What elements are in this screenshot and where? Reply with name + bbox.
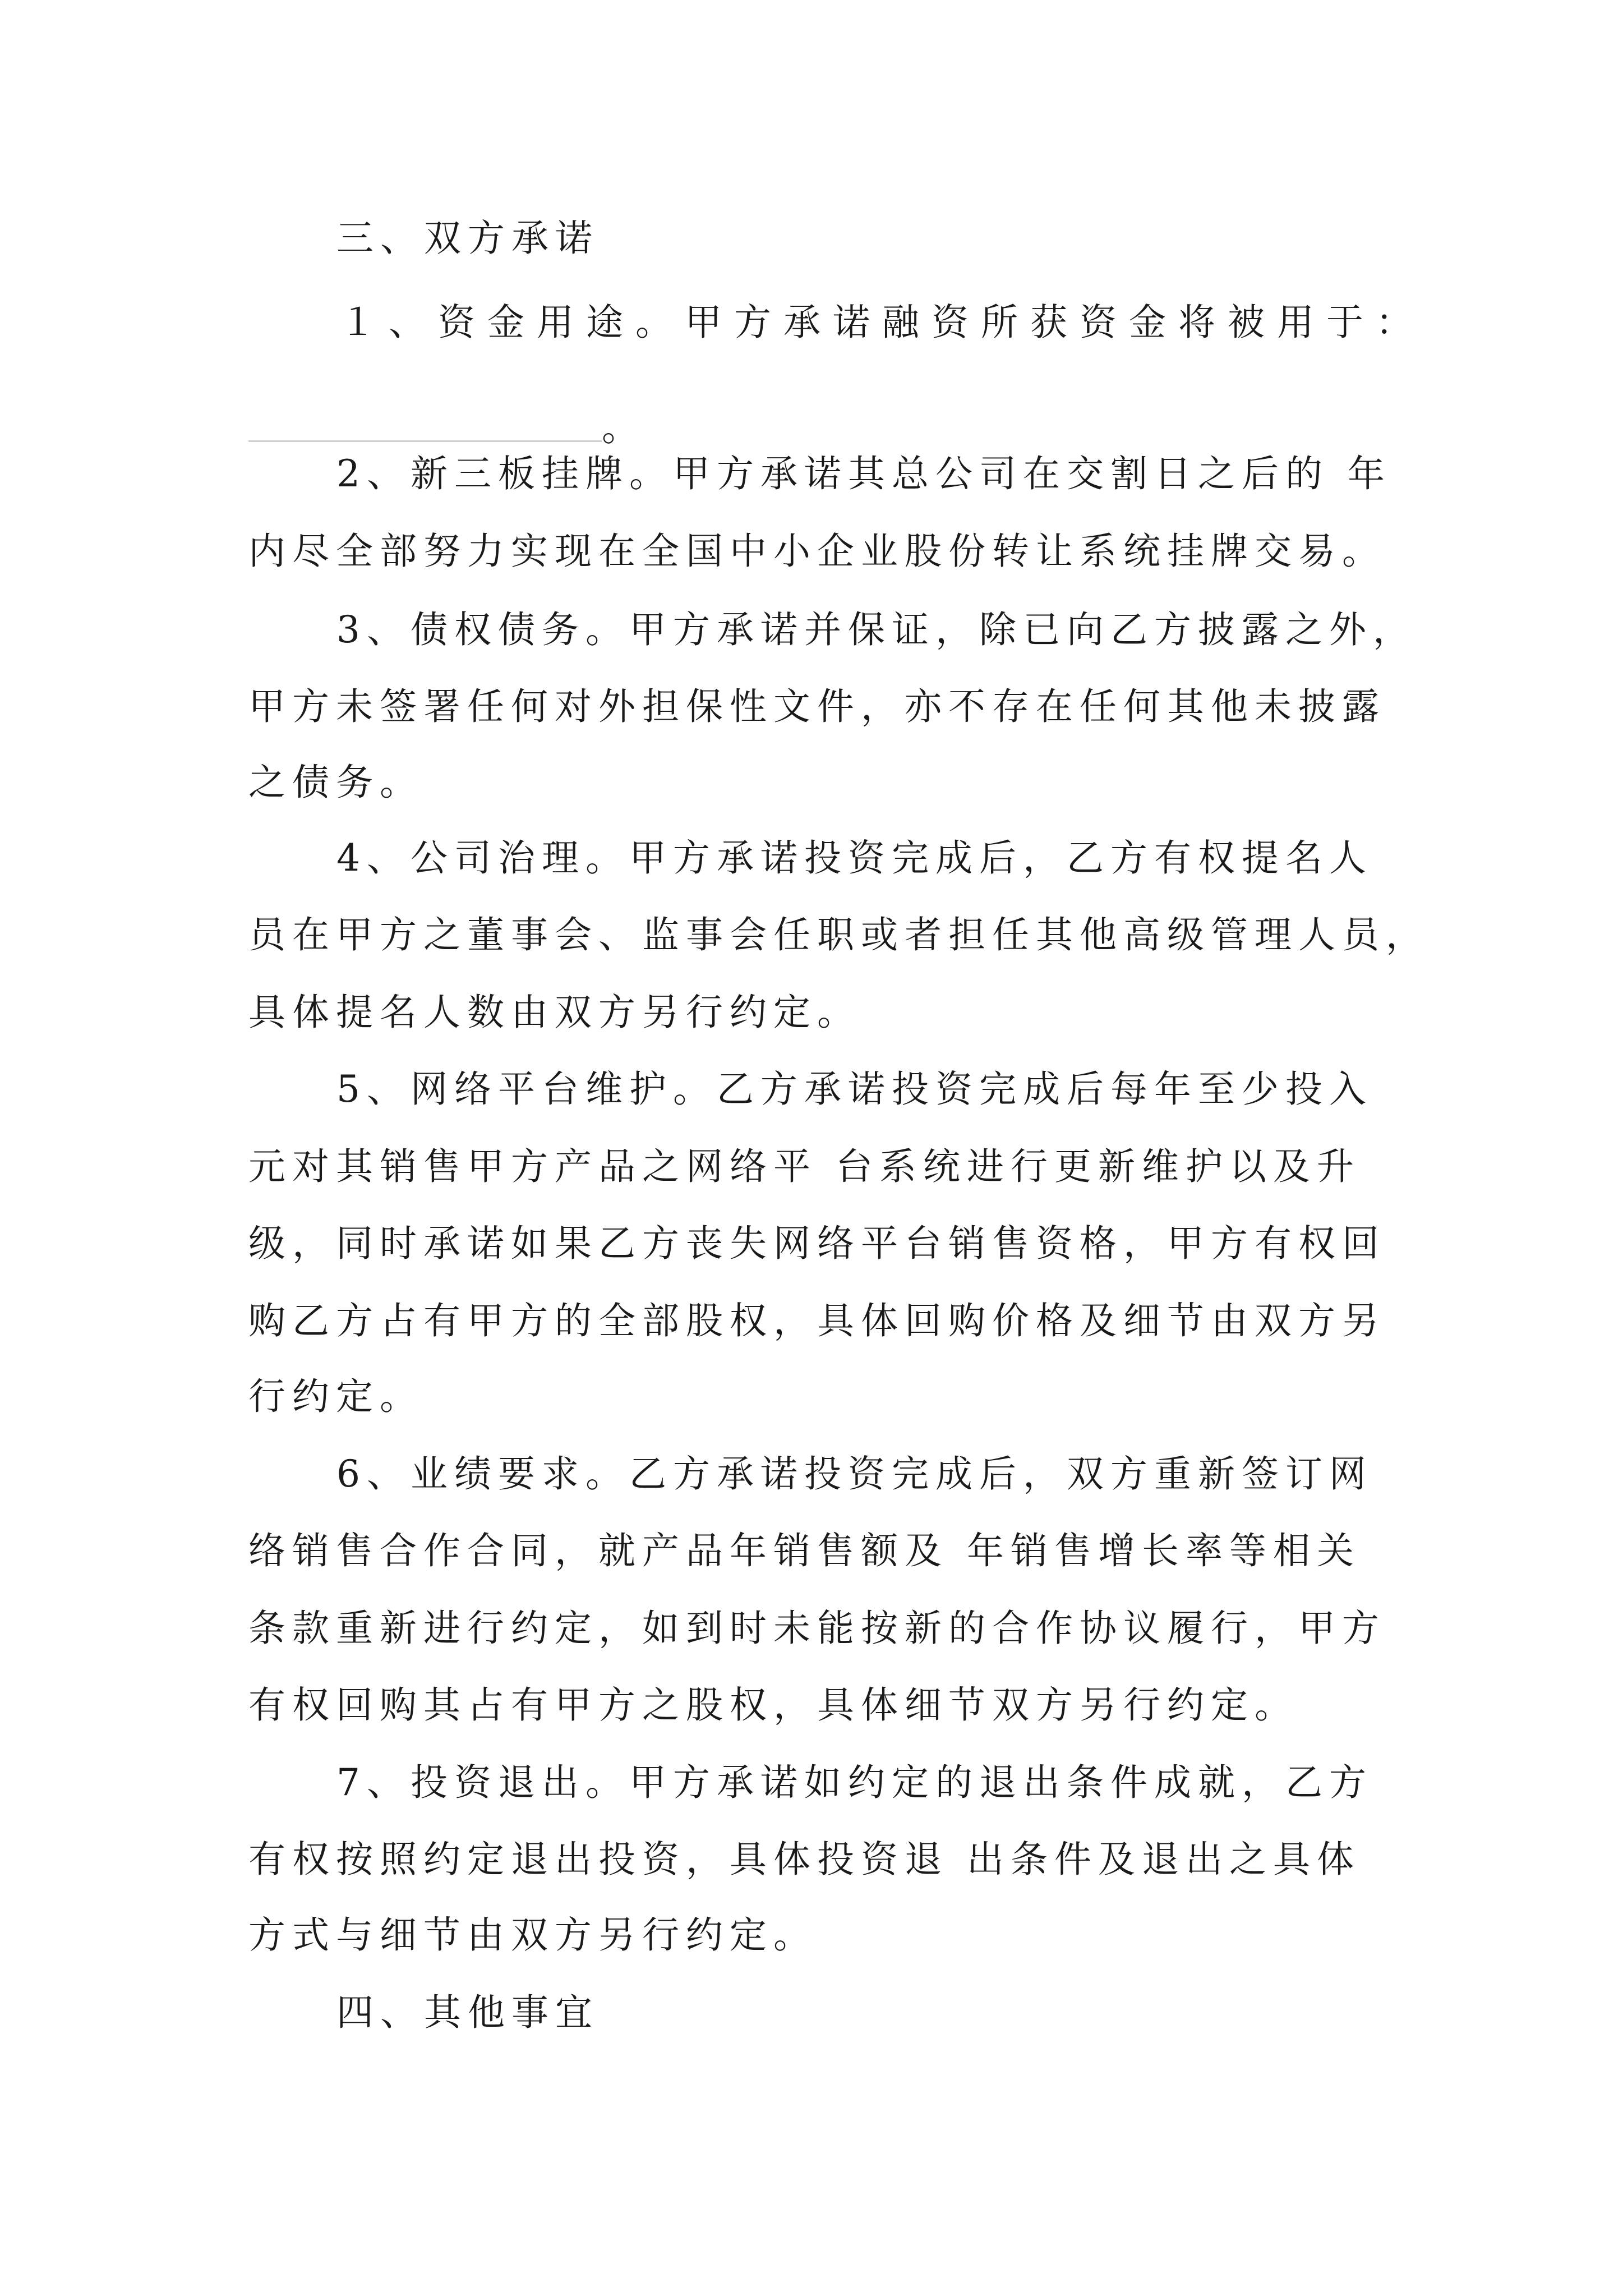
paragraph-line: 5、网络平台维护。乙方承诺投资完成后每年至少投入	[336, 1068, 1373, 1111]
paragraph-line: 有权按照约定退出投资，具体投资退 出条件及退出之具体	[248, 1838, 1361, 1881]
paragraph-line: 条款重新进行约定，如到时未能按新的合作协议履行，甲方	[248, 1607, 1386, 1650]
paragraph-line: 级，同时承诺如果乙方丧失网络平台销售资格，甲方有权回	[248, 1222, 1386, 1265]
paragraph-line: 元对其销售甲方产品之网络平 台系统进行更新维护以及升	[248, 1145, 1361, 1188]
paragraph-line: 络销售合作合同，就产品年销售额及 年销售增长率等相关	[248, 1529, 1361, 1572]
paragraph-line: 2、新三板挂牌。甲方承诺其总公司在交割日之后的 年	[336, 452, 1391, 495]
paragraph-line: 具体提名人数由双方另行约定。	[248, 991, 861, 1034]
paragraph-line: 内尽全部努力实现在全国中小企业股份转让系统挂牌交易。	[248, 530, 1386, 573]
paragraph-line: １、资金用途。甲方承诺融资所获资金将被用于：	[339, 301, 1425, 344]
paragraph-line: 7、投资退出。甲方承诺如约定的退出条件成就，乙方	[336, 1761, 1373, 1804]
fill-in-blank	[248, 403, 639, 453]
blank-end-mark: 。	[602, 406, 639, 449]
paragraph-line: 方式与细节由双方另行约定。	[248, 1913, 817, 1957]
paragraph-line: 之债务。	[248, 761, 423, 804]
blank-underline	[248, 422, 602, 442]
paragraph-line: 甲方未签署任何对外担保性文件，亦不存在任何其他未披露	[248, 685, 1386, 728]
paragraph-line: 6、业绩要求。乙方承诺投资完成后，双方重新签订网	[336, 1452, 1373, 1496]
paragraph-line: 4、公司治理。甲方承诺投资完成后，乙方有权提名人	[336, 836, 1373, 880]
paragraph-line: 行约定。	[248, 1375, 423, 1418]
section-heading: 三、双方承诺	[336, 217, 599, 260]
section-heading: 四、其他事宜	[336, 1991, 599, 2034]
paragraph-line: 有权回购其占有甲方之股权，具体细节双方另行约定。	[248, 1683, 1298, 1727]
paragraph-line: 购乙方占有甲方的全部股权，具体回购价格及细节由双方另	[248, 1299, 1386, 1342]
paragraph-line: 3、债权债务。甲方承诺并保证，除已向乙方披露之外，	[336, 608, 1417, 651]
paragraph-line: 员在甲方之董事会、监事会任职或者担任其他高级管理人员，	[248, 913, 1430, 956]
